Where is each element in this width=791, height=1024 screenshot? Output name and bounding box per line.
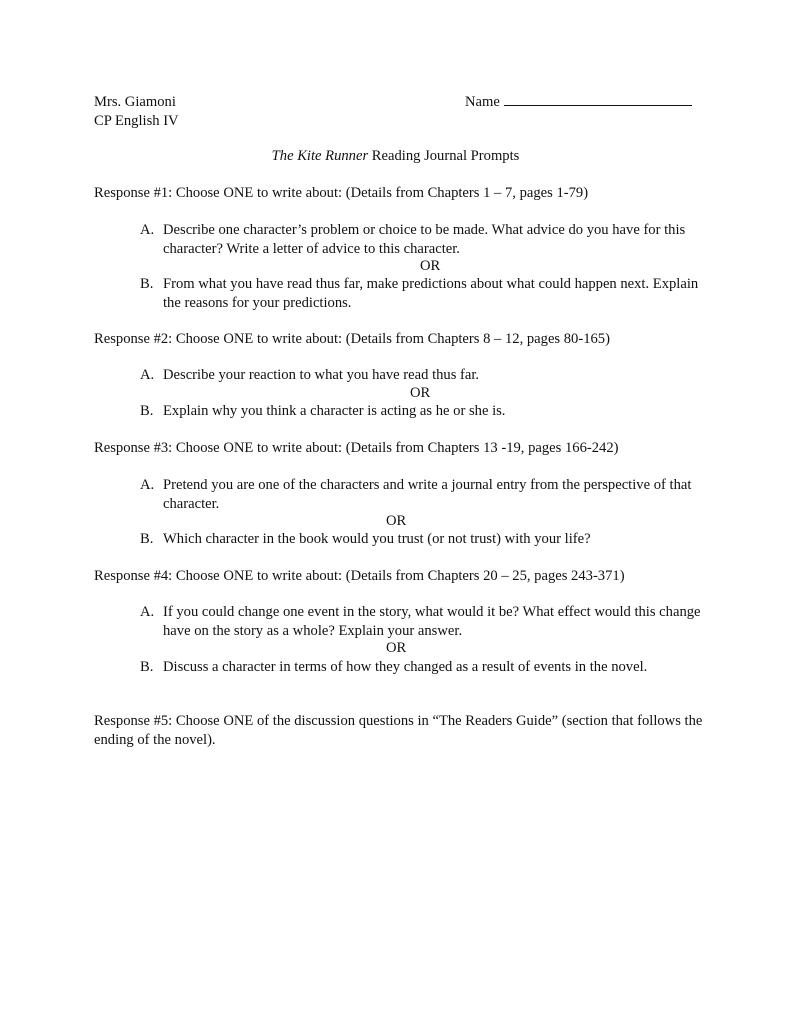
option-text: Describe your reaction to what you have read thus far.	[163, 367, 480, 383]
option-letter: B.	[140, 403, 154, 419]
option-text: If you could change one event in the story, what would it be? What effect would this change have on the story as a whole? Explain your answer.	[163, 604, 701, 639]
option-letter: A.	[140, 604, 155, 620]
name-blank-line	[504, 93, 692, 106]
book-title: The Kite Runner	[271, 148, 369, 164]
response-1-or: OR	[420, 258, 441, 274]
response-2-or: OR	[410, 385, 431, 401]
option-letter: A.	[140, 367, 155, 383]
teacher-name: Mrs. Giamoni	[94, 94, 176, 110]
response-3-heading: Response #3: Choose ONE to write about: (Details from Chapters 13 -19, pages 166-242)	[94, 440, 619, 456]
course-name: CP English IV	[94, 113, 179, 129]
option-text: Pretend you are one of the characters and write a journal entry from the perspective of that character.	[163, 477, 692, 512]
response-1-option-b	[140, 275, 705, 313]
response-4-heading: Response #4: Choose ONE to write about: (Details from Chapters 20 – 25, pages 243-371)	[94, 568, 625, 584]
name-label: Name	[465, 94, 500, 110]
response-1-option-a	[140, 221, 705, 259]
response-3-option-b	[140, 530, 705, 549]
title-rest: Reading Journal Prompts	[368, 148, 520, 164]
option-letter: B.	[140, 531, 154, 547]
response-1-heading: Response #1: Choose ONE to write about: (Details from Chapters 1 – 7, pages 1-79)	[94, 185, 589, 201]
response-3-option-a	[140, 476, 705, 514]
response-4-option-b	[140, 658, 705, 677]
response-2-option-b	[140, 402, 705, 421]
response-4-option-a	[140, 603, 705, 641]
option-letter: B.	[140, 276, 154, 292]
option-text: Explain why you think a character is acting as he or she is.	[163, 403, 506, 419]
option-text: From what you have read thus far, make predictions about what could happen next. Explain the reasons for your predictions.	[163, 276, 699, 311]
student-name-field	[465, 93, 692, 111]
option-text: Which character in the book would you trust (or not trust) with your life?	[163, 531, 591, 547]
page-title	[0, 147, 791, 165]
response-3-or: OR	[386, 513, 407, 529]
option-letter: A.	[140, 222, 155, 238]
response-2-option-a	[140, 366, 705, 385]
option-text: Describe one character’s problem or choice to be made. What advice do you have for this character? Write a letter of advice to this character.	[163, 222, 686, 257]
response-5-text: Response #5: Choose ONE of the discussion questions in “The Readers Guide” (section that follows the ending of the novel).	[94, 713, 703, 748]
option-letter: A.	[140, 477, 155, 493]
option-letter: B.	[140, 659, 154, 675]
response-2-heading: Response #2: Choose ONE to write about: (Details from Chapters 8 – 12, pages 80-165)	[94, 331, 610, 347]
option-text: Discuss a character in terms of how they changed as a result of events in the novel.	[163, 659, 648, 675]
response-4-or: OR	[386, 640, 407, 656]
